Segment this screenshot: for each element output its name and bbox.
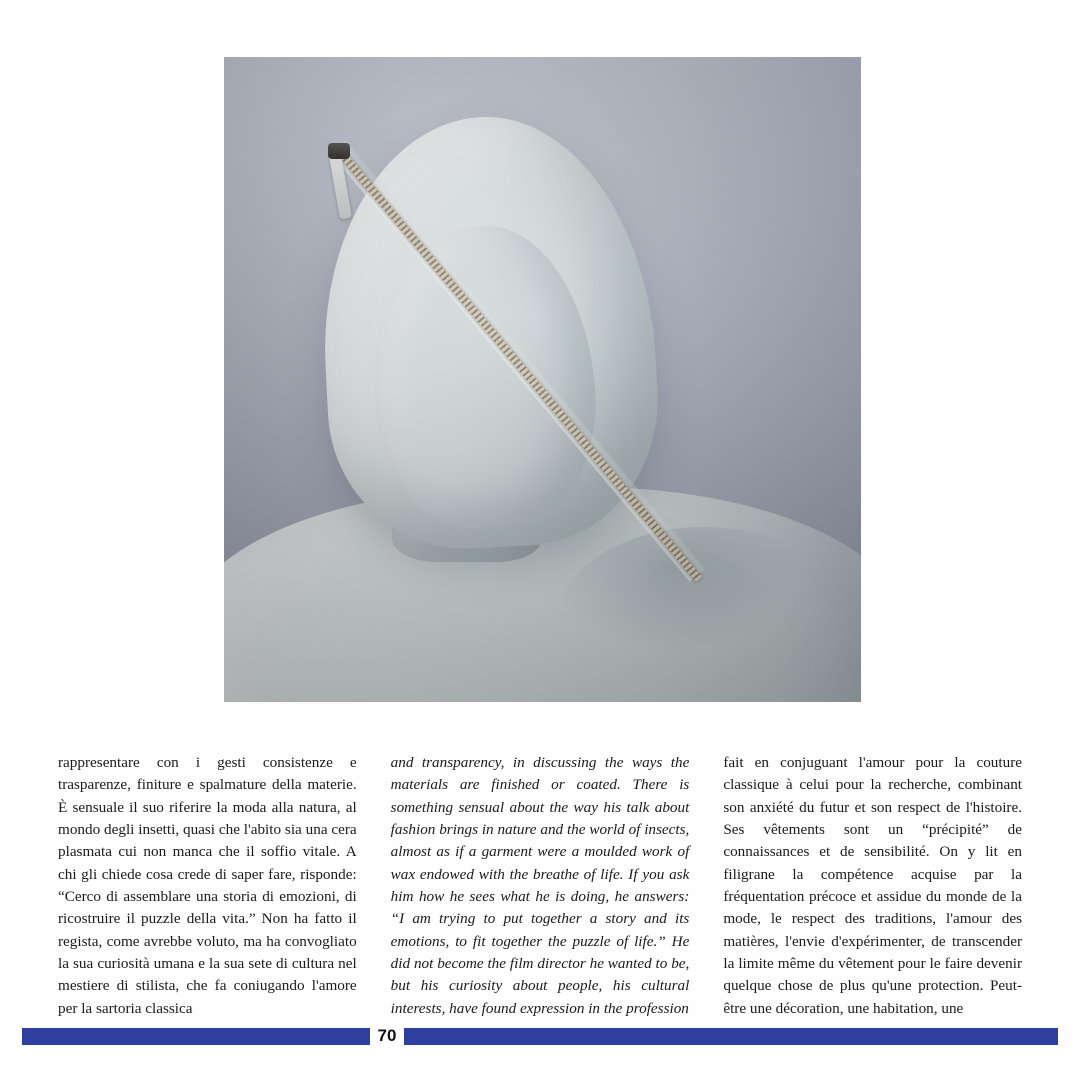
photo-vignette xyxy=(224,57,861,702)
column-french xyxy=(723,752,1022,1020)
column-english xyxy=(391,752,690,1020)
page-footer xyxy=(0,1028,1080,1048)
text-columns xyxy=(58,752,1022,1020)
page-number: 70 xyxy=(370,1026,404,1046)
body-text-italian: rappresentare con i gesti consistenze e trasparenze, finiture e spalmature della materie. È sensuale il suo riferire la moda alla natura, al mondo degli insetti, quasi che l'abito sia una cera plasmata cui non manca che il soffio vitale. A chi gli chiede cosa crede di saper fare, risponde: “Cerco di assemblare una storia di emozioni, di ricostruire il puzzle della vita.” Non ha fatto il regista, come avrebbe voluto, ma ha convogliato la sua curiosità umana e la sua sete di cultura nel mestiere di stilista, che fa coniugando l'amore per la sartoria classica xyxy=(58,754,357,1017)
footer-rule-right xyxy=(396,1028,1058,1045)
body-text-french: fait en conjuguant l'amour pour la couture classique à celui pour la recherche, combinant son anxiété du futur et son respect de l'histoire. Ses vêtements sont un “précipité” de connaissances et de sensibilité. On y lit en filigrane la compétence acquise par la fréquentation précoce et assidue du monde de la mode, le respect des traditions, l'amour des matières, l'envie d'expérimenter, de transcender la limite même du vêtement pour le faire devenir quelque chose de plus qu'une protection. Peut-être une décoration, une habitation, une xyxy=(723,754,1023,1017)
footer-rule-left xyxy=(22,1028,378,1045)
photograph xyxy=(224,57,861,702)
body-text-english: and transparency, in discussing the ways the materials are finished or coated. There is something sensual about the way his talk about fashion brings in nature and the world of insects, almost as if a garment were a moulded work of wax endowed with the breathe of life. If you ask him how he sees what he is doing, he answers: “I am trying to put together a story and its emotions, to fit together the puzzle of life.” He did not become the film director he wanted to be, but his curiosity about people, his cultural interests, have found expression in the profession xyxy=(390,754,690,1017)
column-italian xyxy=(58,752,357,1020)
